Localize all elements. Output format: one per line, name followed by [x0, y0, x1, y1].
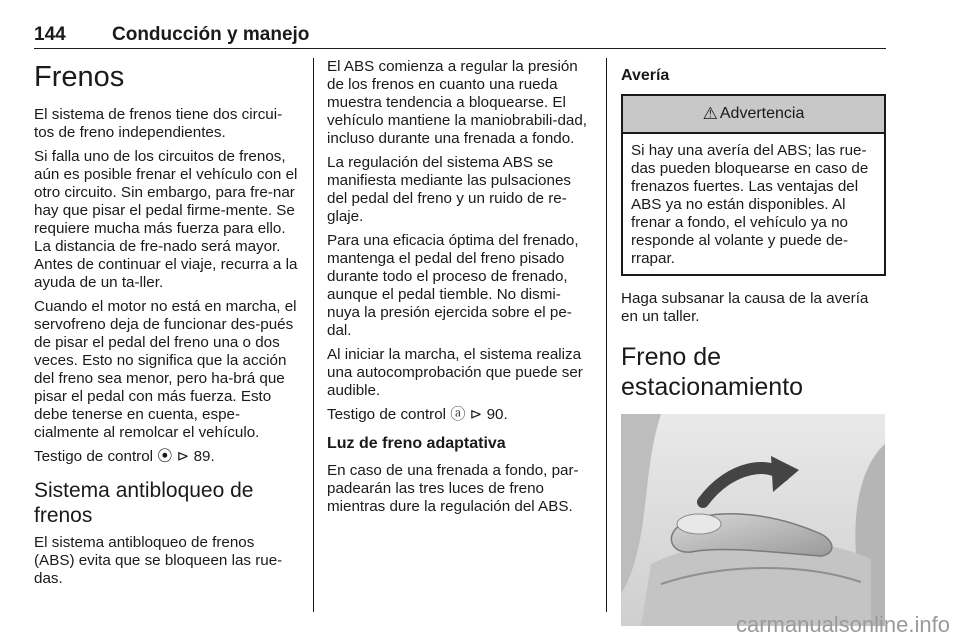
- section-title-parking-brake: Freno de estacionamiento: [621, 343, 804, 401]
- column-left: [34, 58, 299, 594]
- paragraph: El ABS comienza a regular la presión de los frenos en cuanto una rueda muestra tendencia a bloquearse. El vehículo mantiene la maniobrabili-dad, incluso durante una frenada a fondo.: [327, 58, 588, 147]
- paragraph-abs-light-ref: Testigo de control ⓐ ⊳ 90.: [327, 406, 508, 423]
- paragraph: Si falla uno de los circuitos de frenos, aún es posible frenar el vehículo con el otro circuito. Sin embargo, para fre-nar hay que pisar el pedal firme-mente. Se requiere mucha más fuerza para ello. La distancia de fre-nado será mayor. Antes de continuar el viaje, recurra a la ayuda de un ta-ller.: [34, 148, 298, 291]
- chapter-title: Conducción y manejo: [112, 24, 310, 45]
- column-middle: [327, 58, 589, 522]
- warning-box: [621, 94, 886, 276]
- paragraph: Cuando el motor no está en marcha, el servofreno deja de funcionar des-pués de pisar el pedal del freno una o dos veces. Esto no significa que la acción del freno sea menor, pero ha-brá que pisar el pedal con más fuerza. Esto debe tenerse en cuenta, espe-cialmente al remolcar el vehículo.: [34, 298, 297, 441]
- warning-icon: ⚠: [702, 104, 718, 123]
- subheading-averia: Avería: [621, 67, 670, 84]
- paragraph: Para una eficacia óptima del frenado, mantenga el pedal del freno pisado durante todo el proceso de frenado, aunque el pedal tiemble. No dismi-nuya la presión ejercida sobre el pe-dal.: [327, 232, 579, 339]
- warning-title: Advertencia: [719, 105, 805, 122]
- paragraph: El sistema de frenos tiene dos circui-tos de freno independientes.: [34, 106, 283, 141]
- parking-brake-illustration: [621, 414, 885, 626]
- warning-body: [623, 134, 884, 274]
- paragraph: En caso de una frenada a fondo, par-padearán las tres luces de freno mientras dure la regulación del ABS.: [327, 462, 579, 515]
- paragraph: Haga subsanar la causa de la avería en un taller.: [621, 290, 869, 325]
- column-divider: [606, 58, 607, 612]
- section-title-abs: Sistema antibloqueo de frenos: [34, 479, 254, 527]
- paragraph: Al iniciar la marcha, el sistema realiza una autocomprobación que puede ser audible.: [327, 346, 583, 399]
- column-right: [621, 58, 886, 626]
- paragraph: El sistema antibloqueo de frenos (ABS) evita que se bloqueen las rue-das.: [34, 534, 283, 587]
- footer-watermark: carmanualsonline.info: [735, 612, 950, 637]
- paragraph-warning-light-ref: Testigo de control ⦿ ⊳ 89.: [34, 448, 215, 465]
- section-title-frenos: Frenos: [34, 61, 125, 93]
- paragraph: La regulación del sistema ABS se manifiesta mediante las pulsaciones del pedal del freno y un ruido de re-glaje.: [327, 154, 571, 225]
- column-divider: [313, 58, 314, 612]
- subheading-adaptive-brake-light: Luz de freno adaptativa: [327, 435, 506, 452]
- page-number: 144: [34, 24, 66, 45]
- warning-header: [623, 96, 884, 134]
- warning-text: Si hay una avería del ABS; las rue-das pueden bloquearse en caso de frenazos fuertes. Las ventajas del ABS ya no están disponibles. Al frenar a fondo, el vehículo ya no responde al volante y puede de-rrapar.: [631, 142, 869, 267]
- page-header: [34, 20, 886, 49]
